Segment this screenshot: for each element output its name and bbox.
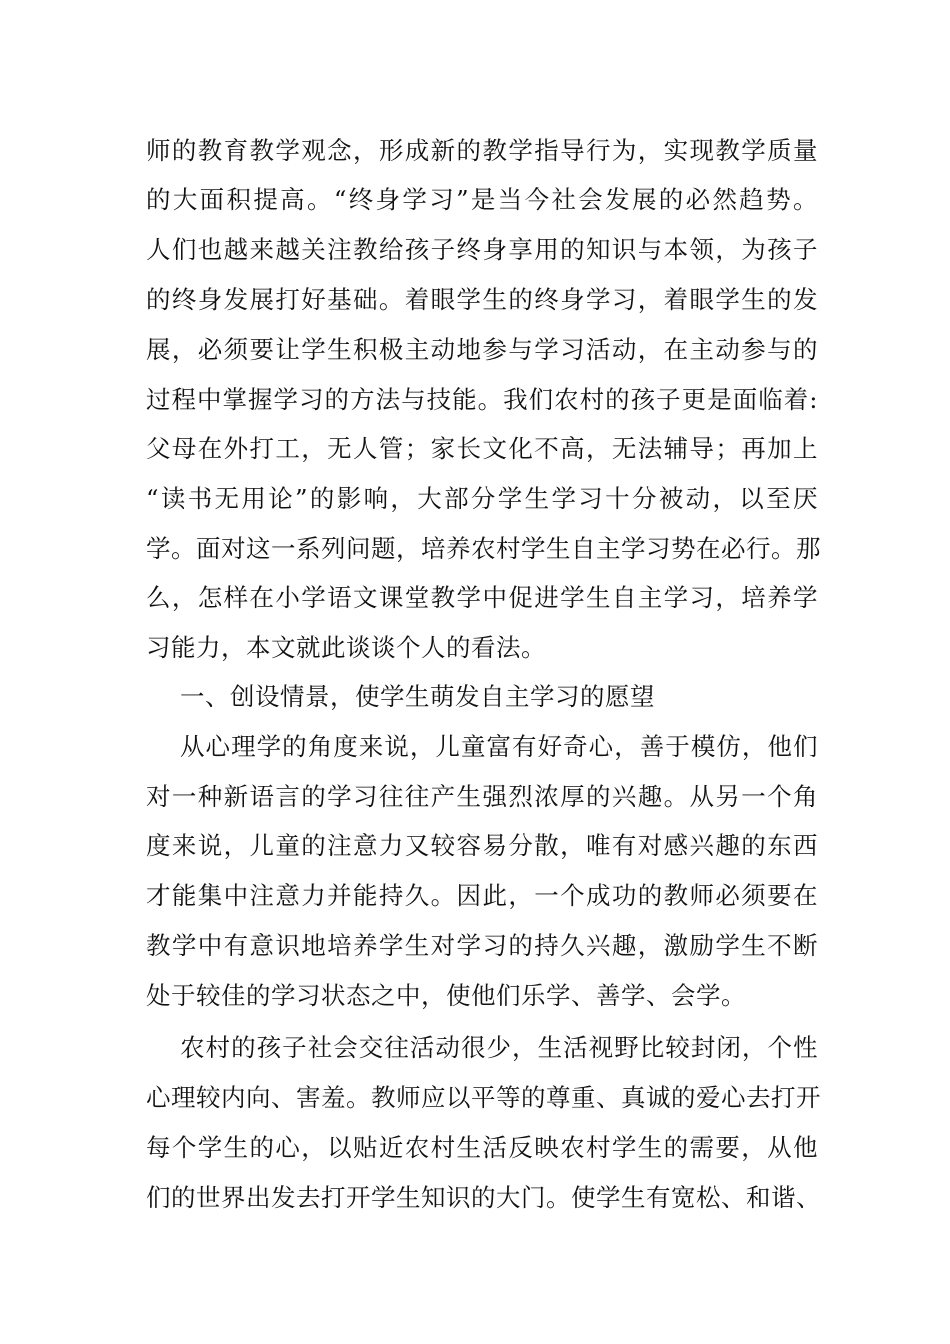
section-heading: 一、创设情景，使学生萌发自主学习的愿望 bbox=[180, 682, 655, 711]
paragraph-line: 么，怎样在小学语文课堂教学中促进学生自主学习，培养学 bbox=[146, 583, 818, 612]
paragraph-line: 父母在外打工，无人管；家长文化不高，无法辅导；再加上 bbox=[146, 434, 818, 463]
paragraph-line: 过程中掌握学习的方法与技能。我们农村的孩子更是面临着: bbox=[146, 385, 818, 414]
paragraph-line: 的终身发展打好基础。着眼学生的终身学习，着眼学生的发 bbox=[146, 285, 818, 314]
paragraph-line: 们的世界出发去打开学生知识的大门。使学生有宽松、和谐、 bbox=[146, 1183, 821, 1212]
paragraph-line: 人们也越来越关注教给孩子终身享用的知识与本领，为孩子 bbox=[146, 235, 818, 264]
paragraph-line: 处于较佳的学习状态之中，使他们乐学、善学、会学。 bbox=[146, 981, 746, 1010]
paragraph-line: 度来说，儿童的注意力又较容易分散，唯有对感兴趣的东西 bbox=[146, 831, 818, 860]
paragraph-line: 每个学生的心，以贴近农村生活反映农村学生的需要，从他 bbox=[146, 1133, 818, 1162]
paragraph-line: 学。面对这一系列问题，培养农村学生自主学习势在必行。那 bbox=[146, 534, 821, 563]
paragraph-line: 才能集中注意力并能持久。因此，一个成功的教师必须要在 bbox=[146, 881, 818, 910]
paragraph-line: 的大面积提高。“终身学习”是当今社会发展的必然趋势。 bbox=[146, 185, 818, 214]
paragraph-line: 习能力，本文就此谈谈个人的看法。 bbox=[146, 633, 546, 662]
paragraph-line: 教学中有意识地培养学生对学习的持久兴趣，激励学生不断 bbox=[146, 931, 818, 960]
paragraph-line: “读书无用论”的影响，大部分学生学习十分被动，以至厌 bbox=[146, 484, 818, 513]
paragraph-line: 心理较内向、害羞。教师应以平等的尊重、真诚的爱心去打开 bbox=[146, 1083, 821, 1112]
paragraph-line: 从心理学的角度来说，儿童富有好奇心，善于模仿，他们 bbox=[180, 732, 818, 761]
paragraph-line: 师的教育教学观念，形成新的教学指导行为，实现教学质量 bbox=[146, 136, 818, 165]
paragraph-line: 展，必须要让学生积极主动地参与学习活动，在主动参与的 bbox=[146, 335, 818, 364]
paragraph-line: 对一种新语言的学习往往产生强烈浓厚的兴趣。从另一个角 bbox=[146, 782, 818, 811]
paragraph-line: 农村的孩子社会交往活动很少，生活视野比较封闭，个性 bbox=[180, 1033, 818, 1062]
